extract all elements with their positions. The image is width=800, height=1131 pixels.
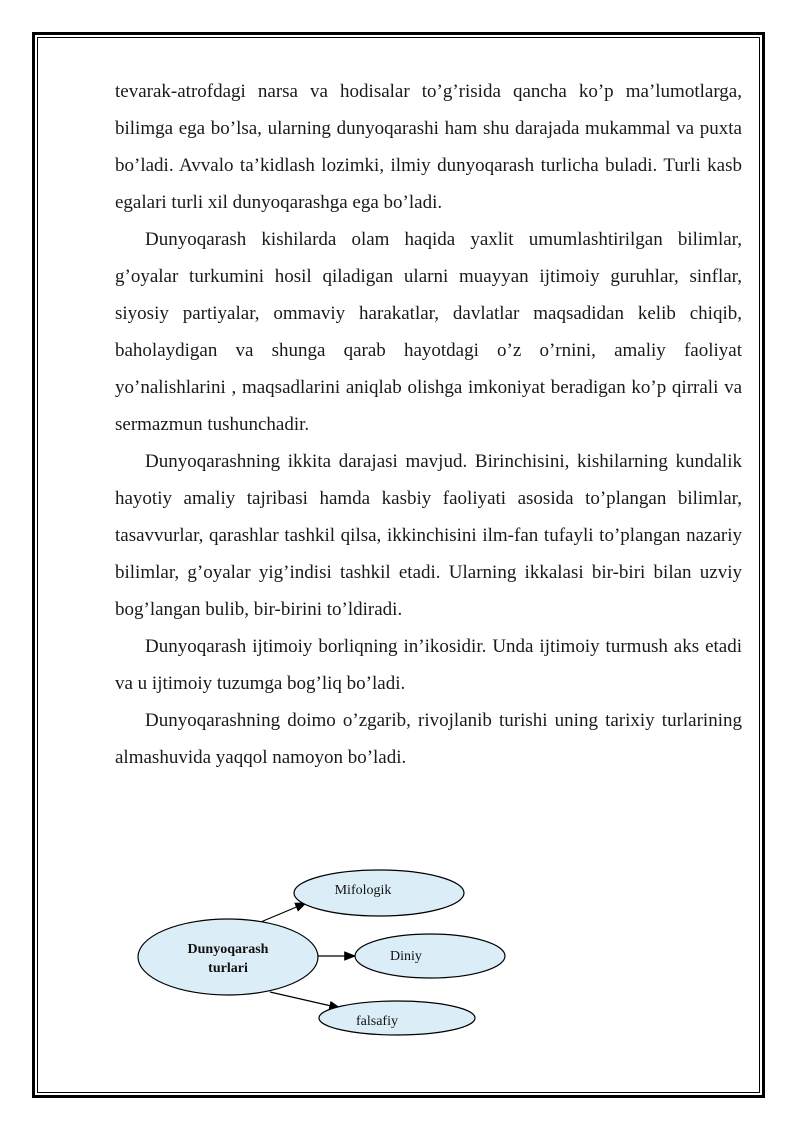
paragraph-4: Dunyoqarash ijtimoiy borliqning in’ikosidir. Unda ijtimoiy turmush aks etadi va u ijtimoiy tuzumga bog’liq bo’ladi. <box>115 636 742 694</box>
arrow-to-falsafiy <box>270 992 340 1008</box>
arrow-to-mifologik <box>256 903 306 924</box>
node-falsafiy-label: falsafiy <box>356 1014 398 1029</box>
node-center-line1: Dunyoqarash <box>187 942 269 957</box>
paragraph-1: tevarak-atrofdagi narsa va hodisalar to’g’risida qancha ko’p ma’lumotlarga, bilimga ega bo’lsa, ularning dunyoqarashi ham shu darajada mukammal va puxta bo’ladi. Avvalo ta’kidlash lozimki, ilmiy dunyoqarash turlicha buladi. Turli kasb egalari turli xil dunyoqarashga ega bo’ladi. <box>115 81 742 213</box>
node-mifologik-label: Mifologik <box>334 883 392 898</box>
node-center-line2: turlari <box>208 961 248 976</box>
node-diniy <box>355 934 505 978</box>
paragraph-2: Dunyoqarash kishilarda olam haqida yaxlit umumlashtirilgan bilimlar, g’oyalar turkumini hosil qiladigan ularni muayyan ijtimoiy guruhlar, sinflar, siyosiy partiyalar, ommaviy harakatlar, davlatlar maqsadidan kelib chiqib, baholaydigan va shunga qarab hayotdagi o’z o’rnini, amaliy faoliyat yo’nalishlarini , maqsadlarini aniqlab olishga imkoniyat beradigan ko’p qirrali va sermazmun tushunchadir. <box>115 229 742 435</box>
node-dunyoqarash-turlari <box>138 919 318 995</box>
paragraph-5: Dunyoqarashning doimo o’zgarib, rivojlanib turishi uning tarixiy turlarining almashuvida yaqqol namoyon bo’ladi. <box>115 710 742 768</box>
node-diniy-label: Diniy <box>390 949 422 964</box>
paragraph-3: Dunyoqarashning ikkita darajasi mavjud. Birinchisini, kishilarning kundalik hayotiy amaliy tajribasi hamda kasbiy faoliyati asosida to’plangan bilimlar, tasavvurlar, qarashlar tashkil qilsa, ikkinchisini ilm-fan tufayli to’plangan nazariy bilimlar, g’oyalar yig’indisi tashkil etadi. Ularning ikkalasi bir-biri bilan uzviy bog’langan bulib, bir-birini to’ldiradi. <box>115 451 742 620</box>
